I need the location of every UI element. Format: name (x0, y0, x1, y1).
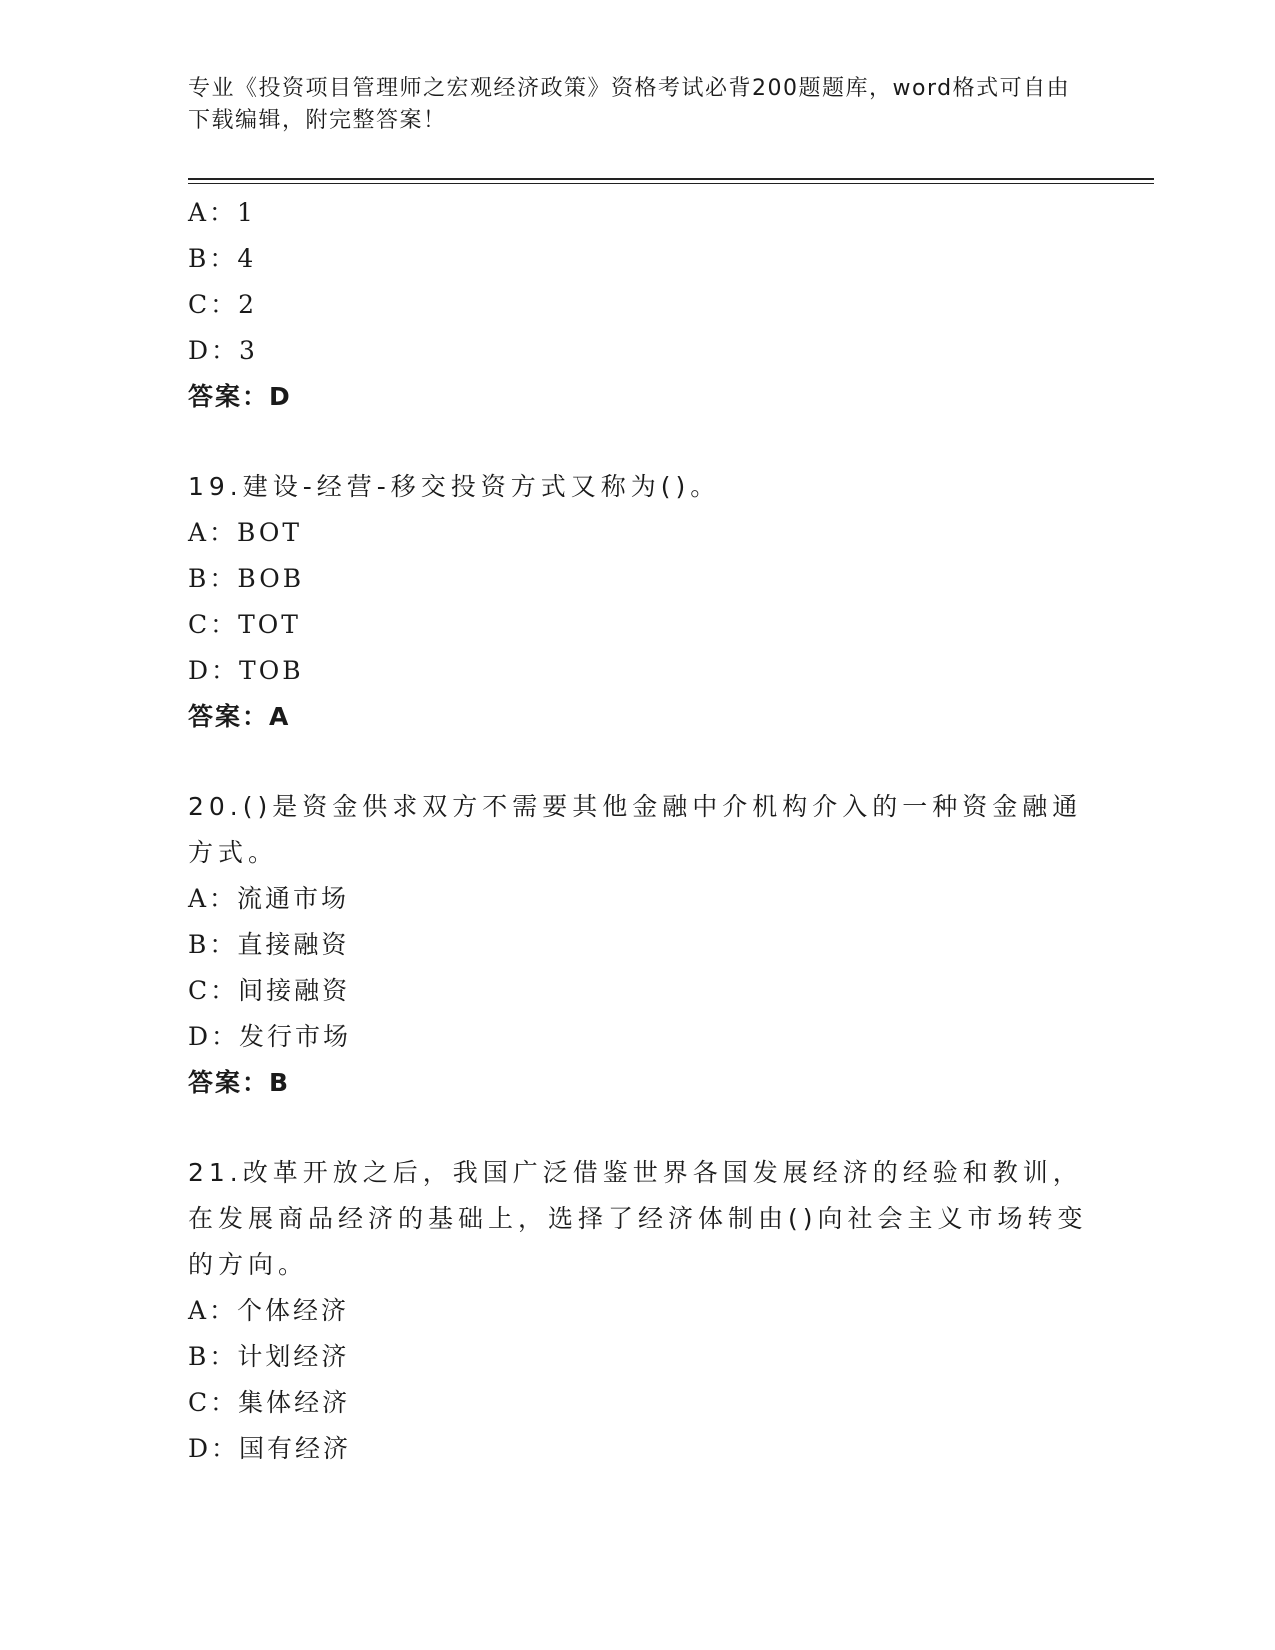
page-header: 专业《投资项目管理师之宏观经济政策》资格考试必背200题题库，word格式可自由下载编辑，附完整答案！ (188, 76, 1071, 133)
answer: 答案：A (188, 702, 291, 731)
question-stem: 20.()是资金供求双方不需要其他金融中介机构介入的一种资金融通方式。 (188, 792, 1083, 867)
option-b: B：4 (188, 244, 257, 273)
option-b: B：BOB (188, 564, 305, 593)
option-c: C：TOT (188, 610, 301, 639)
question-stem: 19.建设-经营-移交投资方式又称为()。 (188, 472, 721, 501)
option-d: D：国有经济 (188, 1434, 352, 1463)
header-divider (188, 178, 1154, 180)
option-a: A：个体经济 (188, 1296, 350, 1325)
option-c: C：间接融资 (188, 976, 351, 1005)
question-stem: 21.改革开放之后，我国广泛借鉴世界各国发展经济的经验和教训，在发展商品经济的基础上，选择了经济体制由()向社会主义市场转变的方向。 (188, 1158, 1088, 1279)
header-divider-thin (188, 183, 1154, 184)
option-d: D：发行市场 (188, 1022, 352, 1051)
question-19 (188, 464, 1088, 740)
option-d: D：TOB (188, 656, 304, 685)
option-c: C：集体经济 (188, 1388, 351, 1417)
option-d: D：3 (188, 336, 258, 365)
option-a: A：流通市场 (188, 884, 350, 913)
document-body (188, 190, 1088, 1472)
option-b: B：计划经济 (188, 1342, 350, 1371)
question-21 (188, 1150, 1088, 1472)
question-20 (188, 784, 1088, 1106)
option-a: A：1 (188, 198, 256, 227)
option-c: C：2 (188, 290, 258, 319)
answer: 答案：D (188, 382, 292, 411)
option-a: A：BOT (188, 518, 303, 547)
answer: 答案：B (188, 1068, 291, 1097)
option-b: B：直接融资 (188, 930, 350, 959)
